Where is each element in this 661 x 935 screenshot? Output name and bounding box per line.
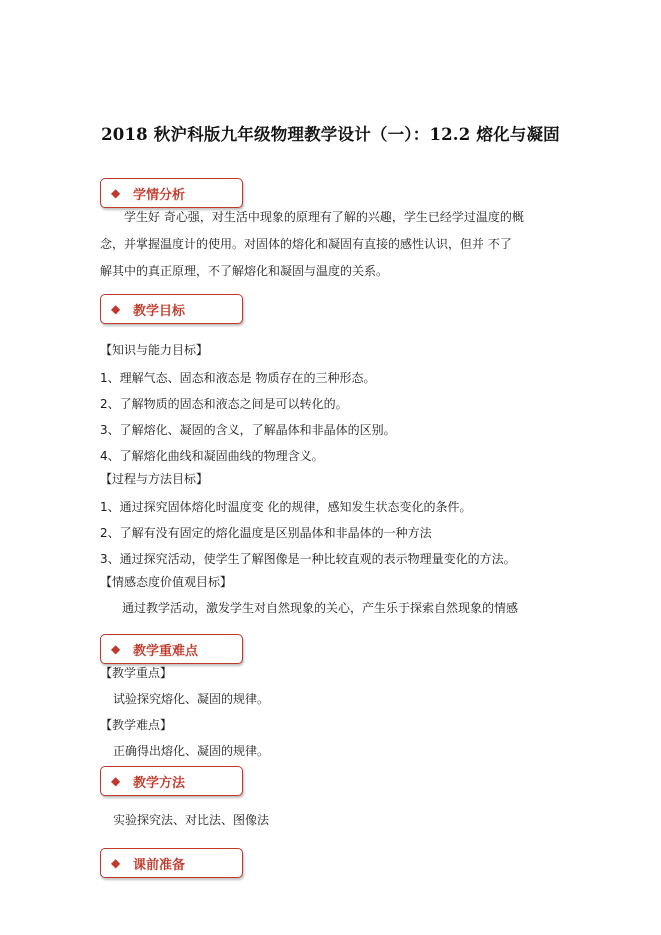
section-header-teaching-methods: [100, 766, 243, 796]
section-header-learning-analysis: [100, 178, 243, 208]
paragraph-line: 通过教学活动，激发学生对自然现象的关心，产生乐于探索自然现象的情感: [122, 601, 519, 615]
section-header-key-points: [100, 634, 243, 664]
section-label: 教学目标: [133, 303, 186, 319]
list-item: 3、了解熔化、凝固的含义，了解晶体和非晶体的区别。: [100, 423, 396, 437]
subheading-difficulty: 【教学难点】: [100, 718, 173, 732]
diamond-bullet-icon: ◆: [111, 186, 121, 200]
paragraph-line: 学生好 奇心强，对生活中现象的原理有了解的兴趣，学生已经学过温度的概: [124, 210, 524, 224]
section-header-teaching-goals: [100, 294, 243, 324]
list-item: 4、了解熔化曲线和凝固曲线的物理含义。: [100, 449, 324, 463]
list-item: 1、通过探究固体熔化时温度变 化的规律，感知发生状态变化的条件。: [100, 500, 472, 514]
list-item: 2、了解物质的固态和液态之间是可以转化的。: [100, 397, 348, 411]
subheading-knowledge: 【知识与能力目标】: [100, 343, 209, 357]
paragraph-line: 正确得出熔化、凝固的规律。: [113, 744, 270, 758]
subheading-key: 【教学重点】: [100, 666, 173, 680]
diamond-bullet-icon: ◆: [111, 642, 121, 656]
paragraph-line: 实验探究法、对比法、图像法: [113, 813, 270, 827]
subheading-process: 【过程与方法目标】: [100, 472, 209, 486]
list-item: 2、了解有没有固定的熔化温度是区别晶体和非晶体的一种方法: [100, 526, 432, 540]
subheading-emotion: 【情感态度价值观目标】: [100, 575, 233, 589]
diamond-bullet-icon: ◆: [111, 302, 121, 316]
section-label: 学情分析: [133, 187, 186, 203]
list-item: 3、通过探究活动，使学生了解图像是一种比较直观的表示物理量变化的方法。: [100, 552, 516, 566]
diamond-bullet-icon: ◆: [111, 856, 121, 870]
list-item: 1、理解气态、固态和液态是 物质存在的三种形态。: [100, 371, 376, 385]
section-label: 教学方法: [133, 775, 186, 791]
section-label: 课前准备: [133, 857, 186, 873]
paragraph-line: 试验探究熔化、凝固的规律。: [113, 692, 270, 706]
paragraph-line: 解其中的真正原理，不了解熔化和凝固与温度的关系。: [100, 264, 389, 278]
section-label: 教学重难点: [133, 643, 199, 659]
page-title: 2018 秋沪科版九年级物理教学设计（一）：12.2 熔化与凝固: [101, 125, 560, 144]
paragraph-line: 念，并掌握温度计的使用。对固体的熔化和凝固有直接的感性认识，但并 不了: [100, 237, 512, 251]
section-header-preparation: [100, 848, 243, 878]
diamond-bullet-icon: ◆: [111, 774, 121, 788]
